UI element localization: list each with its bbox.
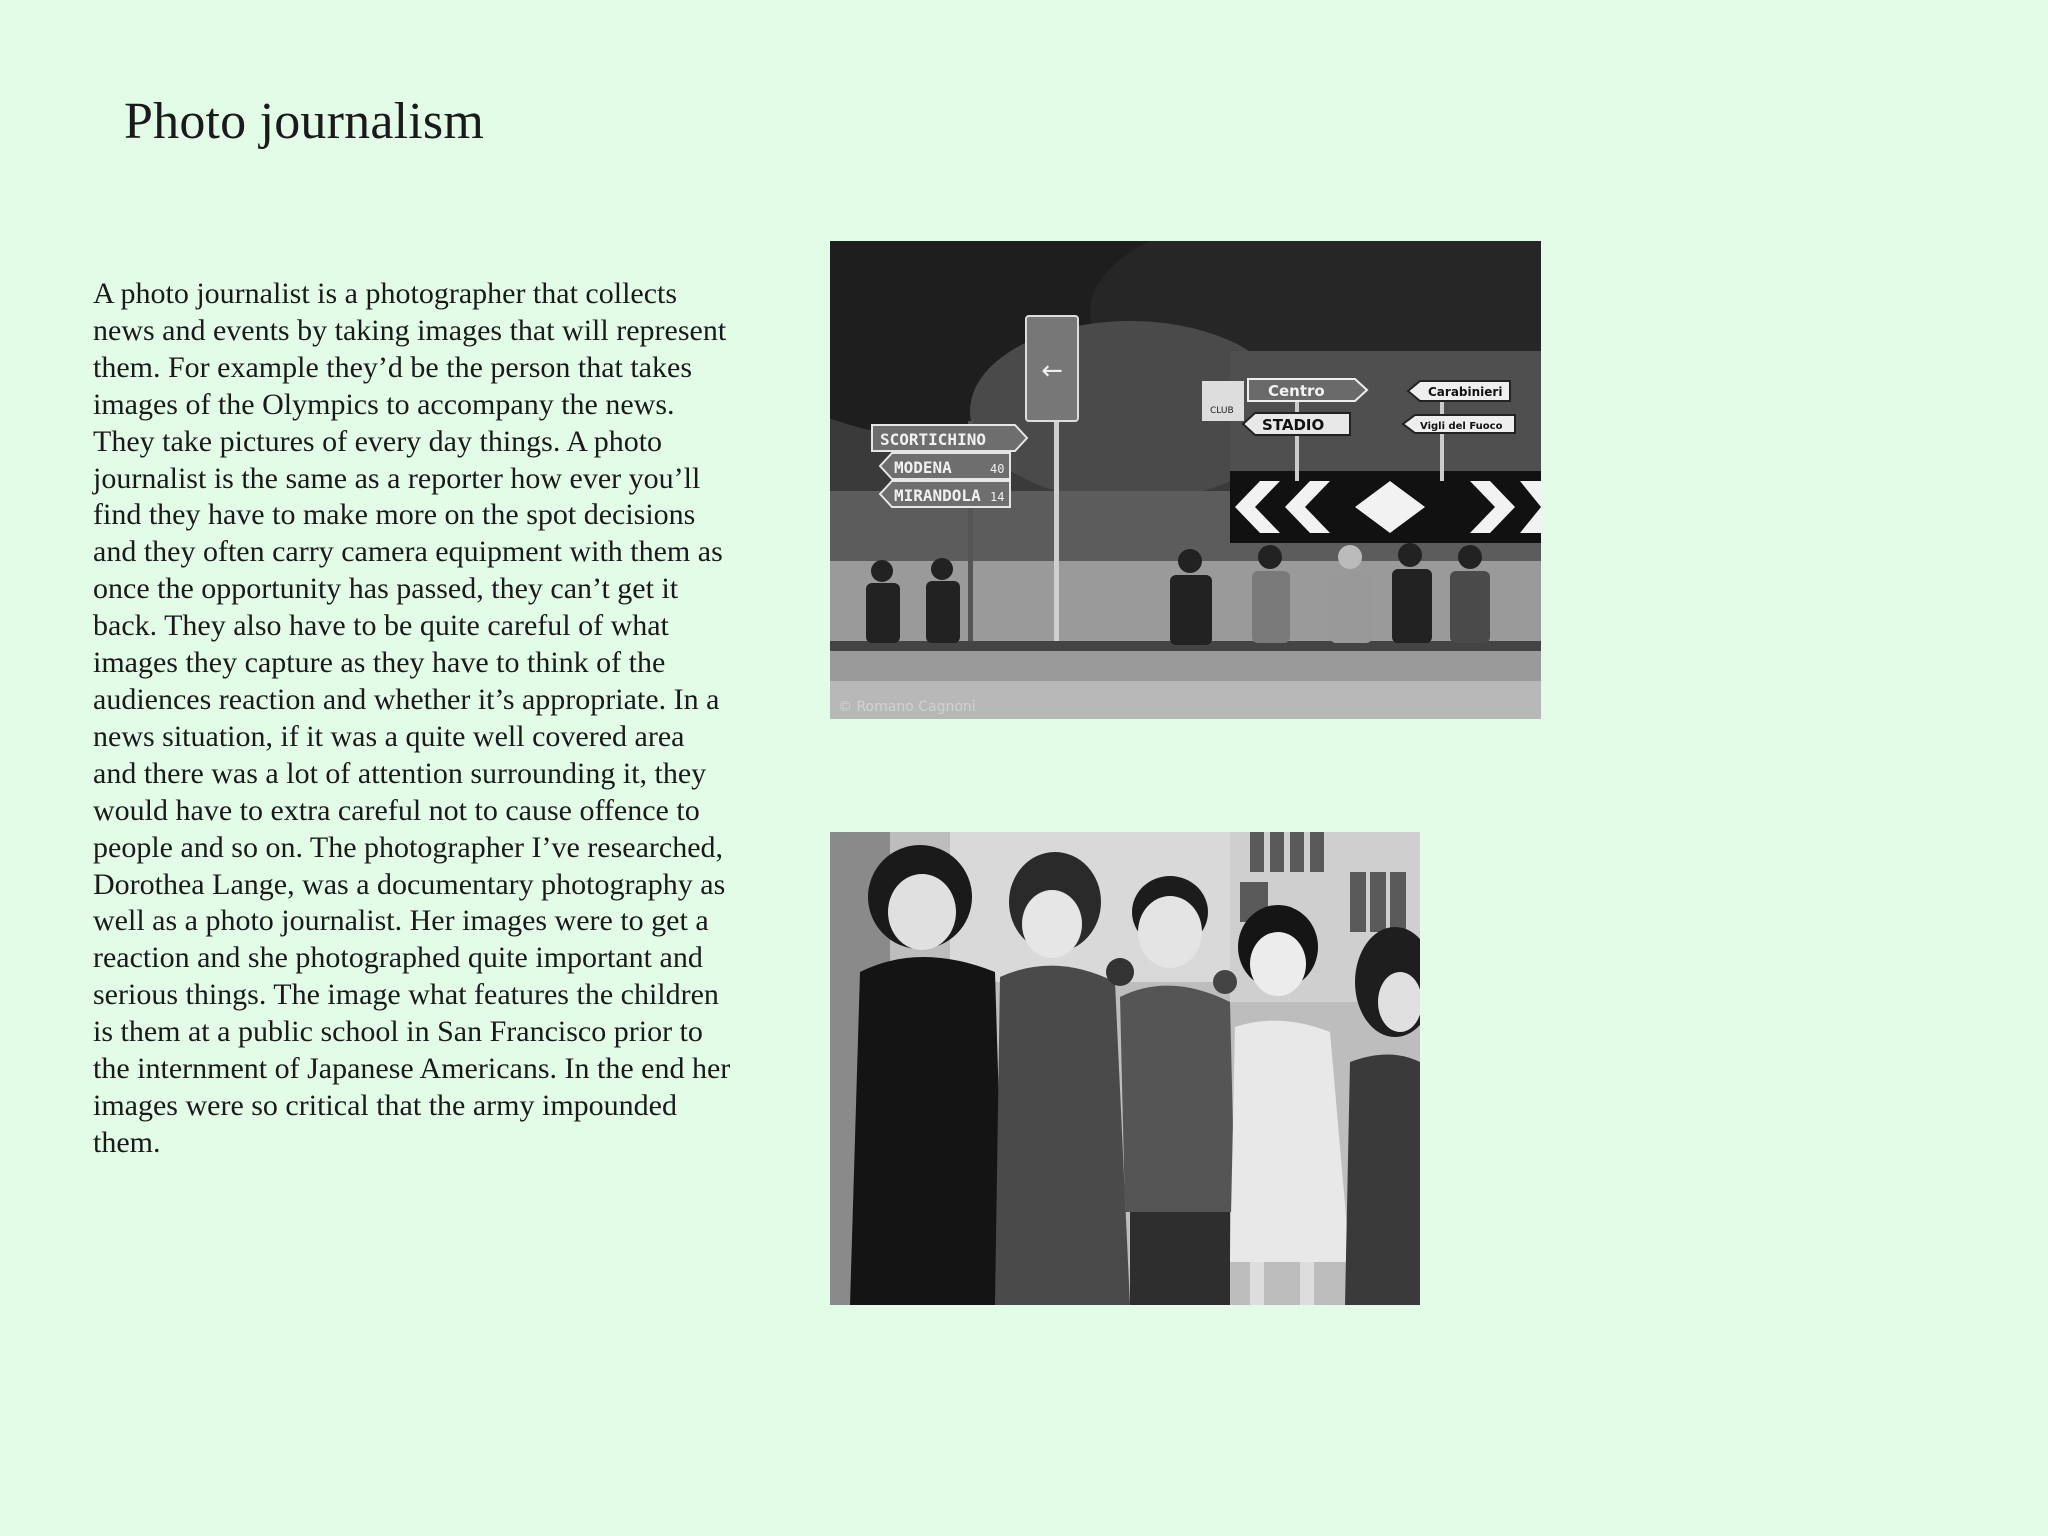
sign-scortichino: SCORTICHINO bbox=[880, 430, 986, 449]
sign-club: CLUB bbox=[1210, 406, 1234, 416]
children-pledge-photo bbox=[830, 832, 1420, 1305]
slide-title: Photo journalism bbox=[124, 93, 484, 150]
sign-modena-number: 40 bbox=[990, 462, 1005, 476]
svg-text:←: ← bbox=[1041, 356, 1063, 386]
photo-copyright: © Romano Cagnoni bbox=[838, 699, 976, 715]
sign-centro: Centro bbox=[1268, 382, 1325, 400]
sign-carabinieri: Carabinieri bbox=[1428, 385, 1503, 399]
sign-stadio: STADIO bbox=[1262, 416, 1325, 434]
sign-mirandola-number: 14 bbox=[990, 490, 1005, 504]
sign-vigili: Vigli del Fuoco bbox=[1420, 421, 1503, 432]
sign-modena: MODENA bbox=[894, 458, 952, 477]
sign-mirandola: MIRANDOLA bbox=[894, 486, 981, 505]
body-paragraph: A photo journalist is a photographer that collects news and events by taking images that will represent them. For example they’d be the person that takes images of the Olympics to accompany the news. They take pictures of every day things. A photo journalist is the same as a reporter how ever you’ll find they have to make more on the spot decisions and they often carry camera equipment with them as once the opportunity has passed, they can’t get it back. They also have to be quite careful of what images they capture as they have to think of the audiences reaction and whether it’s appropriate. In a news situation, if it was a quite well covered area and there was a lot of attention surrounding it, they would have to extra careful not to cause offence to people and so on. The photographer I’ve researched, Dorothea Lange, was a documentary photography as well as a photo journalist. Her images were to get a reaction and she photographed quite important and serious things. The image what features the children is them at a public school in San Francisco prior to the internment of Japanese Americans. In the end her images were so critical that the army impounded them. bbox=[93, 277, 731, 1159]
street-signs-photo bbox=[830, 241, 1541, 719]
